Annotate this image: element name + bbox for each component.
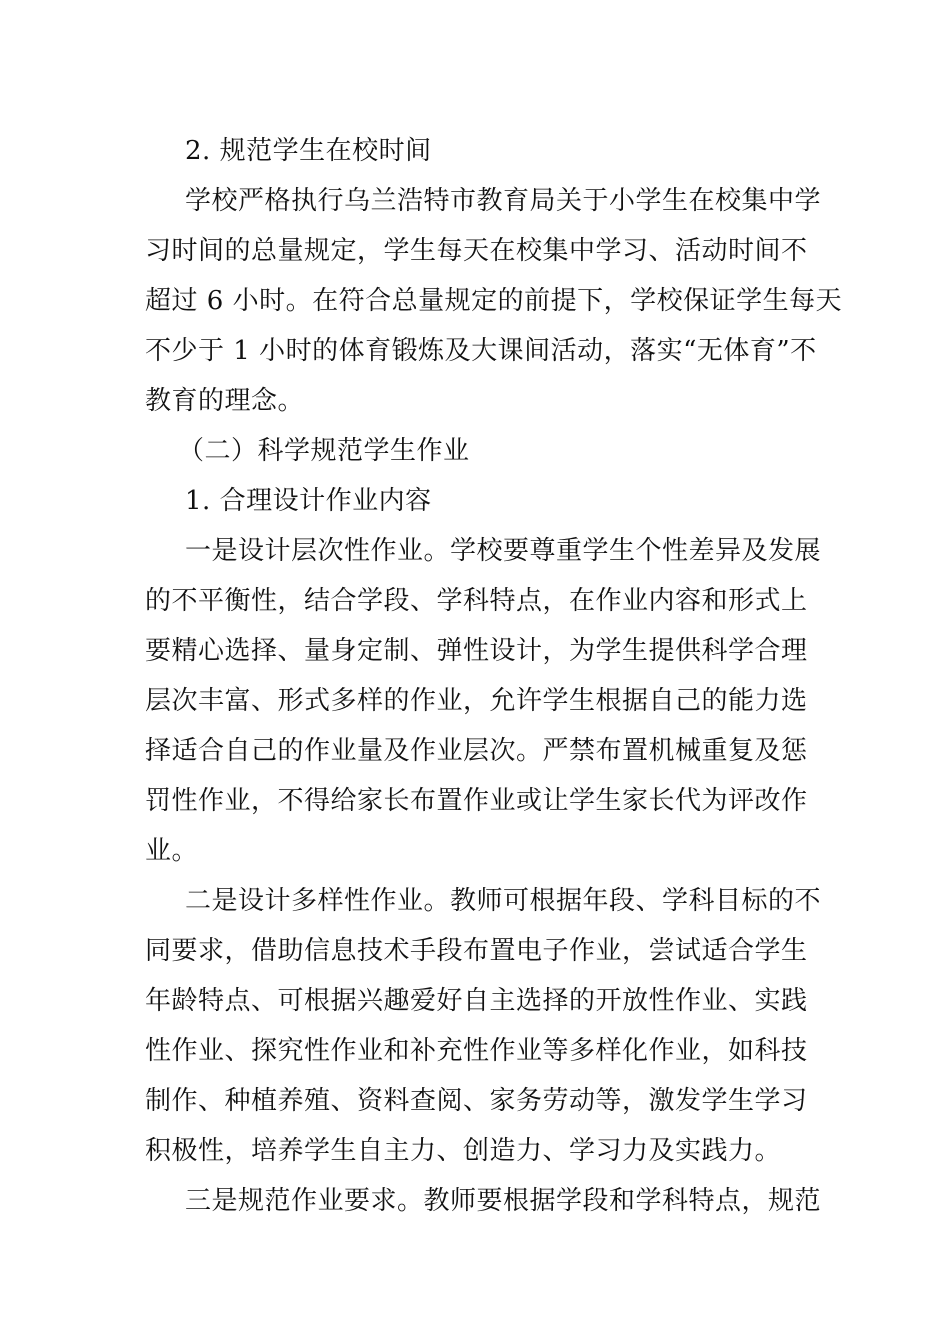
paragraph-line: 层次丰富、形式多样的作业，允许学生根据自己的能力选 [145,686,808,716]
paragraph-line: 一是设计层次性作业。学校要尊重学生个性差异及发展 [185,536,822,566]
section-heading-ii: （二）科学规范学生作业 [178,436,470,466]
paragraph-line: 积极性，培养学生自主力、创造力、学习力及实践力。 [145,1136,782,1166]
paragraph-line: 的不平衡性，结合学段、学科特点，在作业内容和形式上 [145,586,808,616]
paragraph-line: 三是规范作业要求。教师要根据学段和学科特点，规范 [185,1186,822,1216]
paragraph-line: 二是设计多样性作业。教师可根据年段、学科目标的不 [185,886,822,916]
paragraph-line: 教育的理念。 [145,386,305,416]
paragraph-line: 不少于 1 小时的体育锻炼及大课间活动，落实“无体育”不 [145,336,817,366]
section-heading-2: 2. 规范学生在校时间 [185,136,432,166]
subsection-heading-1: 1. 合理设计作业内容 [185,486,432,516]
paragraph-line: 择适合自己的作业量及作业层次。严禁布置机械重复及惩 [145,736,808,766]
paragraph-line: 超过 6 小时。在符合总量规定的前提下，学校保证学生每天 [145,286,843,316]
paragraph-line: 罚性作业，不得给家长布置作业或让学生家长代为评改作 [145,786,808,816]
paragraph-line: 年龄特点、可根据兴趣爱好自主选择的开放性作业、实践 [145,986,808,1016]
paragraph-line: 制作、种植养殖、资料查阅、家务劳动等，激发学生学习 [145,1086,808,1116]
paragraph-line: 性作业、探究性作业和补充性作业等多样化作业，如科技 [145,1036,808,1066]
paragraph-line: 学校严格执行乌兰浩特市教育局关于小学生在校集中学 [185,186,822,216]
paragraph-line: 同要求，借助信息技术手段布置电子作业，尝试适合学生 [145,936,808,966]
paragraph-line: 业。 [145,836,199,866]
paragraph-line: 习时间的总量规定，学生每天在校集中学习、活动时间不 [145,236,808,266]
paragraph-line: 要精心选择、量身定制、弹性设计，为学生提供科学合理 [145,636,808,666]
